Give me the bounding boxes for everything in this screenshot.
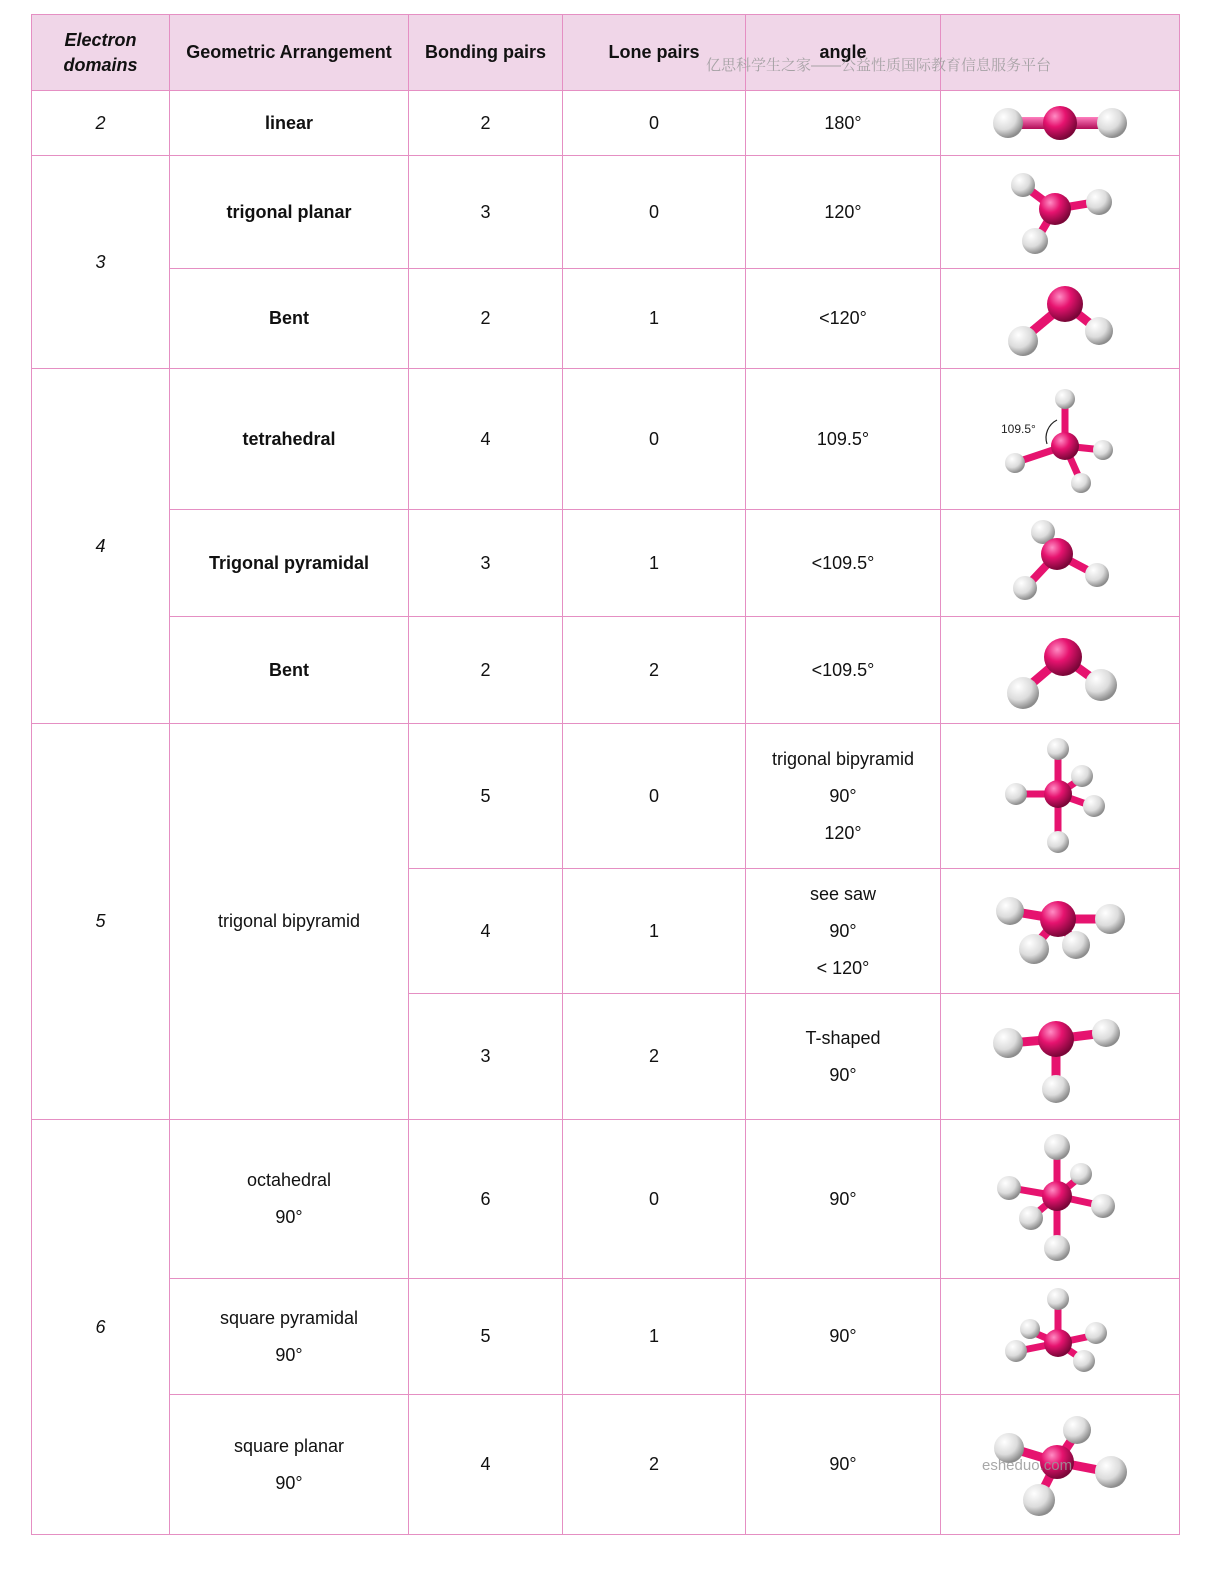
header-model	[941, 15, 1180, 91]
angle-cell: <109.5°	[746, 617, 941, 724]
bonding-pairs-cell: 2	[409, 617, 563, 724]
geometry-line: square planar	[233, 1435, 345, 1456]
angle-cell: 90°	[746, 1395, 941, 1535]
lone-pairs-cell: 2	[563, 617, 746, 724]
angle-cell	[746, 994, 941, 1120]
electron-domains-cell: 4	[32, 369, 170, 724]
octahedral-model-icon	[995, 1134, 1125, 1264]
header-electron-domains-line1: Electron	[64, 29, 137, 50]
lone-pairs-cell: 0	[563, 724, 746, 869]
angle-line: < 120°	[816, 957, 870, 978]
bonding-pairs-cell: 4	[409, 369, 563, 510]
bonding-pairs-cell: 3	[409, 510, 563, 617]
angle-cell	[746, 724, 941, 869]
header-row	[32, 15, 1180, 91]
header-electron-domains-line2: domains	[63, 54, 138, 75]
model-cell	[941, 1279, 1180, 1395]
geometry-cell: Bent	[170, 617, 409, 724]
electron-domains-cell: 6	[32, 1120, 170, 1535]
lone-pairs-cell: 1	[563, 269, 746, 369]
angle-cell: 90°	[746, 1279, 941, 1395]
table-row	[32, 1279, 1180, 1395]
model-cell	[941, 724, 1180, 869]
geometry-line: octahedral	[246, 1170, 332, 1190]
electron-domains-cell: 2	[32, 91, 170, 156]
trigonal-pyramidal-model-icon	[995, 518, 1125, 608]
table-row	[32, 156, 1180, 269]
lone-pairs-cell: 1	[563, 510, 746, 617]
bonding-pairs-cell: 4	[409, 1395, 563, 1535]
trigonal-planar-model-icon	[995, 167, 1125, 257]
lone-pairs-cell: 2	[563, 994, 746, 1120]
header-geometric-arrangement: Geometric Arrangement	[170, 15, 409, 91]
bonding-pairs-cell: 5	[409, 724, 563, 869]
lone-pairs-cell: 1	[563, 1279, 746, 1395]
angle-cell: 180°	[746, 91, 941, 156]
lone-pairs-cell: 0	[563, 91, 746, 156]
see-saw-model-icon	[990, 891, 1130, 971]
lone-pairs-cell: 0	[563, 156, 746, 269]
model-cell	[941, 617, 1180, 724]
geometry-cell	[170, 1279, 409, 1395]
geometry-line: 90°	[275, 1344, 303, 1365]
angle-cell: 120°	[746, 156, 941, 269]
geometry-cell	[170, 1395, 409, 1535]
model-cell	[941, 269, 1180, 369]
lone-pairs-cell: 0	[563, 1120, 746, 1279]
model-cell	[941, 369, 1180, 510]
trigonal-bipyramidal-model-icon	[1000, 736, 1120, 856]
tetrahedral-angle-label: 109.5°	[1001, 422, 1036, 436]
watermark-top: 亿思科学生之家——公益性质国际教育信息服务平台	[706, 57, 1052, 74]
linear-model-icon	[990, 98, 1130, 148]
angle-line: T-shaped	[805, 1027, 881, 1048]
model-cell	[941, 994, 1180, 1120]
lone-pairs-cell: 1	[563, 869, 746, 994]
table-row	[32, 510, 1180, 617]
header-electron-domains	[32, 15, 170, 91]
model-cell	[941, 869, 1180, 994]
table-row	[32, 617, 1180, 724]
bonding-pairs-cell: 2	[409, 269, 563, 369]
angle-line: trigonal bipyramid	[771, 748, 915, 769]
tetrahedral-model-icon	[995, 384, 1125, 494]
model-cell	[941, 91, 1180, 156]
header-bonding-pairs: Bonding pairs	[409, 15, 563, 91]
vsepr-table	[31, 14, 1180, 1535]
geometry-line: 90°	[275, 1472, 303, 1493]
bonding-pairs-cell: 4	[409, 869, 563, 994]
bent-model-icon	[995, 279, 1125, 359]
geometry-cell: Bent	[170, 269, 409, 369]
angle-cell: 90°	[746, 1120, 941, 1279]
bonding-pairs-cell: 3	[409, 994, 563, 1120]
geometry-cell: trigonal bipyramid	[170, 724, 409, 1120]
angle-line: 90°	[829, 920, 857, 941]
angle-line: see saw	[809, 883, 877, 904]
lone-pairs-cell: 0	[563, 369, 746, 510]
geometry-cell	[170, 1120, 409, 1279]
geometry-line: 90°	[275, 1207, 303, 1227]
table-row	[32, 91, 1180, 156]
table-row	[32, 1120, 1180, 1279]
angle-line: 120°	[824, 822, 862, 843]
bonding-pairs-cell: 6	[409, 1120, 563, 1279]
electron-domains-cell: 3	[32, 156, 170, 369]
header-lone-pairs: Lone pairs	[563, 15, 746, 91]
geometry-cell: linear	[170, 91, 409, 156]
geometry-cell: trigonal planar	[170, 156, 409, 269]
bonding-pairs-cell: 2	[409, 91, 563, 156]
electron-domains-cell: 5	[32, 724, 170, 1120]
angle-cell	[746, 869, 941, 994]
square-pyramidal-model-icon	[1000, 1287, 1120, 1387]
lone-pairs-cell: 2	[563, 1395, 746, 1535]
bonding-pairs-cell: 5	[409, 1279, 563, 1395]
header-angle: angle	[746, 15, 941, 91]
angle-cell: <120°	[746, 269, 941, 369]
bent-model-icon	[995, 625, 1125, 715]
angle-line: 90°	[829, 785, 857, 806]
t-shaped-model-icon	[990, 1007, 1130, 1107]
model-cell	[941, 1120, 1180, 1279]
table-row	[32, 369, 1180, 510]
geometry-cell: tetrahedral	[170, 369, 409, 510]
model-cell	[941, 510, 1180, 617]
watermark-bottom: esheduo.com	[982, 1457, 1073, 1474]
model-cell	[941, 156, 1180, 269]
angle-cell: <109.5°	[746, 510, 941, 617]
geometry-line: square pyramidal	[219, 1307, 359, 1328]
geometry-cell: Trigonal pyramidal	[170, 510, 409, 617]
angle-cell: 109.5°	[746, 369, 941, 510]
table-row	[32, 269, 1180, 369]
angle-line: 90°	[829, 1064, 857, 1085]
bonding-pairs-cell: 3	[409, 156, 563, 269]
table-row	[32, 724, 1180, 869]
